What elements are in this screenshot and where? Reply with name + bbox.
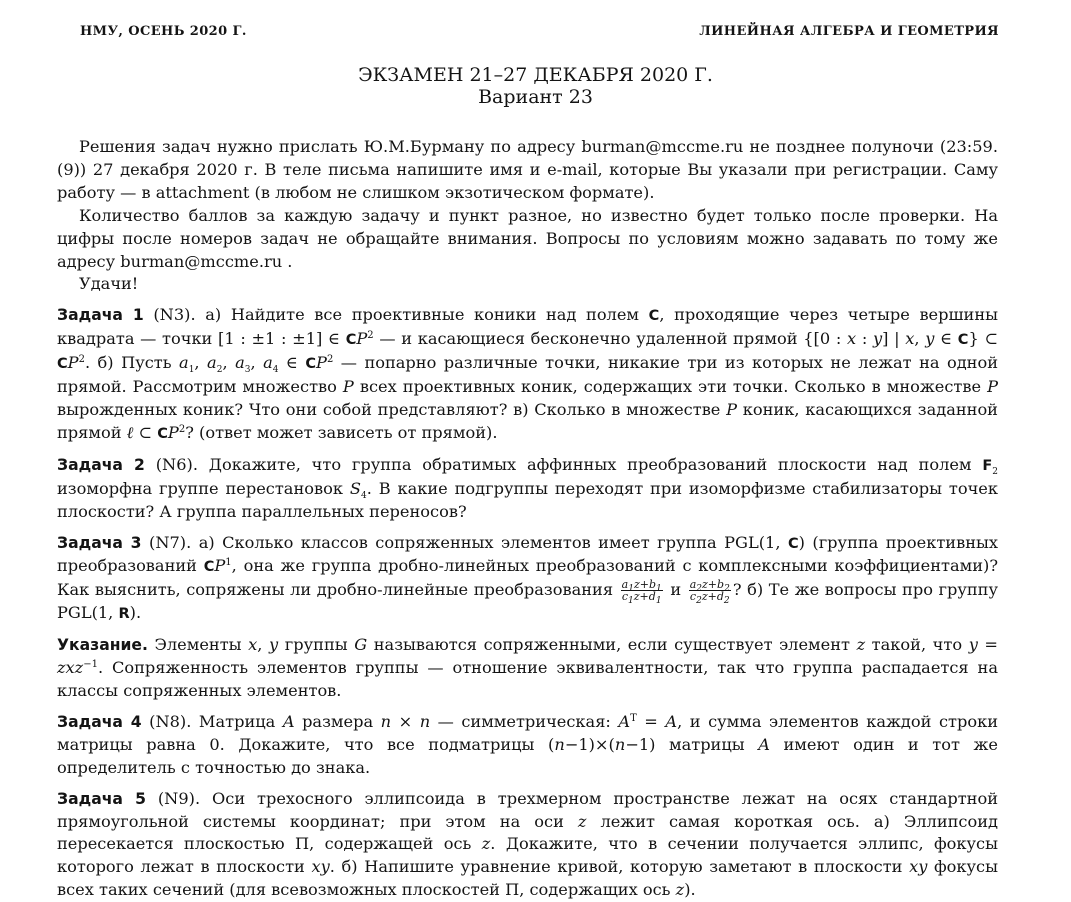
problem-label: Задача 4 <box>57 712 142 731</box>
problem-label: Задача 2 <box>57 455 145 474</box>
problem-number: (N9). <box>157 788 201 808</box>
problem-label: Задача 3 <box>57 533 142 552</box>
exam-content <box>57 136 998 902</box>
problem-3: Задача 3 (N7). а) Сколько классов сопряженных элементов имеет группа PGL(1, C) (группа проективных преобразований $CP^1$, она же группа дробно-линейных преобразований с комплексными коэффициентами)? Как выяснить, сопряжены ли дробно-линейные преобразования $\frac{a_1z+b_1}{c_1z+d_1}$ и $\frac{a_2z+b_2}{c_2z+d_2}$ ? б) Те же вопросы про группу PGL(1, R). <box>57 532 999 623</box>
problem-number: (N6). <box>155 454 198 474</box>
page-header <box>80 24 999 39</box>
problem-label: Задача 5 <box>57 789 146 808</box>
intro-paragraph-1: Решения задач нужно прислать Ю.М.Бурману по адресу burman@mccme.ru не позднее полуночи (23:59.(9)) 27 декабря 2020 г. В теле письма напишите имя и e-mail, которые Вы указали при регистрации. Саму работу — в attachment (в любом не слишком экзотическом формате). <box>57 137 998 202</box>
problem-label: Задача 1 <box>57 306 144 325</box>
problem-5: Задача 5 (N9). Оси трехосного эллипсоида в трехмерном пространстве лежат на осях стандартной прямоугольной системы координат; при этом на оси z лежит самая короткая ось. а) Эллипсоид пересекается плоскостью Π, содержащей ось z. Докажите, что в сечении получается эллипс, фокусы которого лежат в плоскости xy. б) Напишите уравнение кривой, которую заметают в плоскости xy фокусы всех таких сечений (для всевозможных плоскостей Π, содержащих ось z). <box>57 788 998 900</box>
exam-title-line: ЭКЗАМЕН 21–27 ДЕКАБРЯ 2020 Г. <box>358 64 713 86</box>
header-right: ЛИНЕЙНАЯ АЛГЕБРА И ГЕОМЕТРИЯ <box>699 24 999 39</box>
fraction-1: $\frac{a_1z+b_1}{c_1z+d_1}$ <box>621 578 662 607</box>
problem-4: Задача 4 (N8). Матрица A размера n × n — симметрическая: $A^T = A$, и сумма элементов каждой строки матрицы равна 0. Докажите, что все подматрицы (n−1)×(n−1) матрицы A имеют один и тот же определитель с точностью до знака. <box>57 711 998 777</box>
problem-2: Задача 2 (N6). Докажите, что группа обратимых аффинных преобразований плоскости над полем $F_2$ изоморфна группе перестановок $S_4$. В какие подгруппы переходят при изоморфизме стабилизаторы точек плоскости? А группа параллельных переносов? <box>57 454 998 521</box>
exam-title <box>0 64 1071 108</box>
hint: Указание. Элементы x, y группы G называются сопряженными, если существует элемент z такой, что y = zxz$^{-1}$. Сопряженность элементов группы — отношение эквивалентности, так что группа распадается на классы сопряженных элементов. <box>57 635 998 701</box>
problem-number: (N8). <box>149 711 192 731</box>
problem-1: Задача 1 (N3). а) Найдите все проективные коники над полем C, проходящие через четыре вершины квадрата — точки [1 : ±1 : ±1] ∈ $CP^2$ — и касающиеся бесконечно удаленной прямой {[0 : x : y] | x, y ∈ C} ⊂ $CP^2$. б) Пусть $a_1$, $a_2$, $a_3$, $a_4$ ∈ $CP^2$ — попарно различные точки, никакие три из которых не лежат на одной прямой. Рассмотрим множество P всех проективных коник, содержащих эти точки. Сколько в множестве P вырожденных коник? Что они собой представляют? в) Сколько в множестве P коник, касающихся заданной прямой ℓ ⊂ $CP^2$? (ответ может зависеть от прямой). <box>57 305 999 442</box>
problem-number: (N3). <box>153 305 196 325</box>
intro-good-luck: Удачи! <box>79 274 139 294</box>
header-left: НМУ, ОСЕНЬ 2020 Г. <box>80 24 247 39</box>
fraction-2: $\frac{a_2z+b_2}{c_2z+d_2}$ <box>689 578 730 607</box>
intro-paragraph-2: Количество баллов за каждую задачу и пункт разное, но известно будет только после проверки. На цифры после номеров задач не обращайте внимания. Вопросы по условиям можно задавать по тому же адресу burman@mccme.ru . <box>57 205 998 271</box>
hint-label: Указание. <box>57 636 148 655</box>
variant-line: Вариант 23 <box>478 86 593 108</box>
problem-number: (N7). <box>149 532 192 552</box>
